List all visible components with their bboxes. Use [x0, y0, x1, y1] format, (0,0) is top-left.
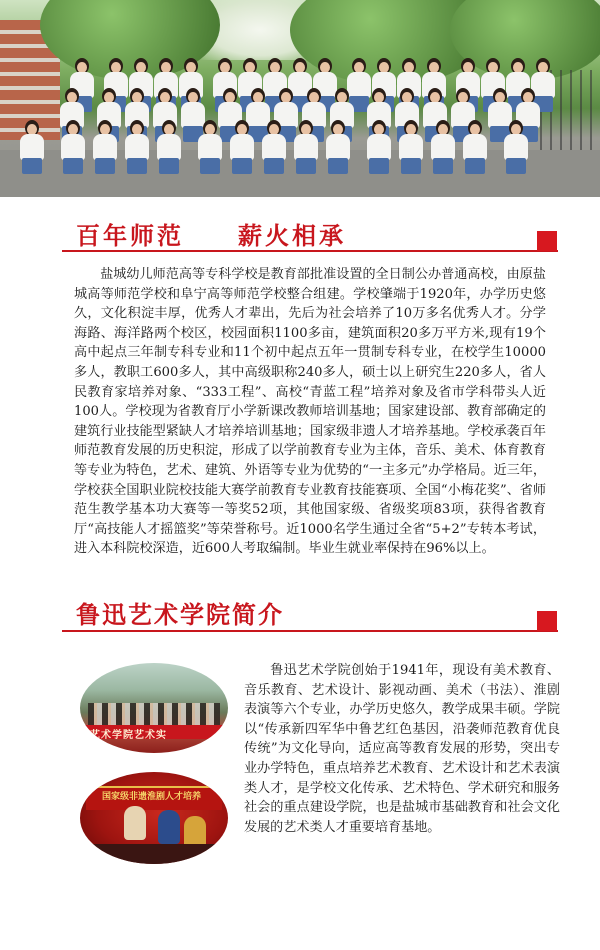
photo-banner-text: 艺术学院艺术实: [90, 730, 167, 741]
photo-crowd: [88, 703, 220, 725]
performer: [158, 810, 180, 844]
section1-title: 百年师范 薪火相承: [76, 221, 346, 250]
section2-title: 鲁迅艺术学院简介: [76, 600, 284, 629]
art-college-group-photo: [80, 663, 228, 753]
opera-performance-photo: [80, 772, 228, 864]
red-square-decoration-icon: [537, 611, 557, 631]
section1-underline: [62, 250, 558, 252]
art-college-intro-paragraph: 鲁迅艺术学院创始于1941年，现设有美术教育、音乐教育、艺术设计、影视动画、美术（书法）、淮剧表演等六个专业，办学历史悠久，教学成果丰硕。学院以“传承新四军华中鲁艺红色基因，沿袭师范教育优良传统”为文化导向，适应高等教育发展的形势，突出专业办学特色，重点培养艺术教育、艺术设计和艺术表演类人才，是学校文化传承、艺术特色、学术研究和服务社会的重点建设学院，也是盐城市基础教育和社会文化发展的艺术类人才重要培育基地。: [244, 663, 560, 835]
stage-banner-text: 国家级非遗淮剧人才培养: [102, 792, 202, 802]
hero-group-photo: [0, 0, 600, 197]
red-square-decoration-icon: [537, 231, 557, 251]
stage-floor: [80, 844, 228, 864]
performer: [124, 806, 146, 840]
section2-underline: [62, 630, 558, 632]
school-intro-paragraph: 盐城幼儿师范高等专科学校是教育部批准设置的全日制公办普通高校，由原盐城高等师范学校和阜宁高等师范学校整合组建。学校肇端于1920年，办学历史悠久，文化积淀丰厚，优秀人才辈出，先后为社会培养了10万多名优秀人才。分学海路、海洋路两个校区，校园面积1100多亩，建筑面积20多万平方米,现有19个高中起点三年制专科专业和11个初中起点五年一贯制专科专业，在校学生10000多人，教职工600多人，其中高级职称240多人，硕士以上研究生220多人，省人民教育家培养对象、“333工程”、高校“青蓝工程”培养对象及省市学科带头人近100人。学校现为省教育厅小学新课改教师培训基地；国家建设部、教育部确定的建筑行业技能型紧缺人才培养培训基地；国家级非遗人才培养基地。学校承袭百年师范教育发展的历史积淀，形成了以学前教育专业为主体，音乐、美术、体育教育等专业为特色，艺术、建筑、外语等专业为优势的“一主多元”办学格局。近三年，学校获全国职业院校技能大赛学前教育专业教育技能赛项、全国“小梅花奖”、省师范生教学基本功大赛等一等奖52项，其他国家级、省级奖项83项，获得省教育厅“高技能人才摇篮奖”等荣誉称号。近1000名学生通过全省“5+2”专转本考试，进入本科院校深造，近600人考取编制。毕业生就业率保持在96%以上。: [74, 267, 546, 557]
